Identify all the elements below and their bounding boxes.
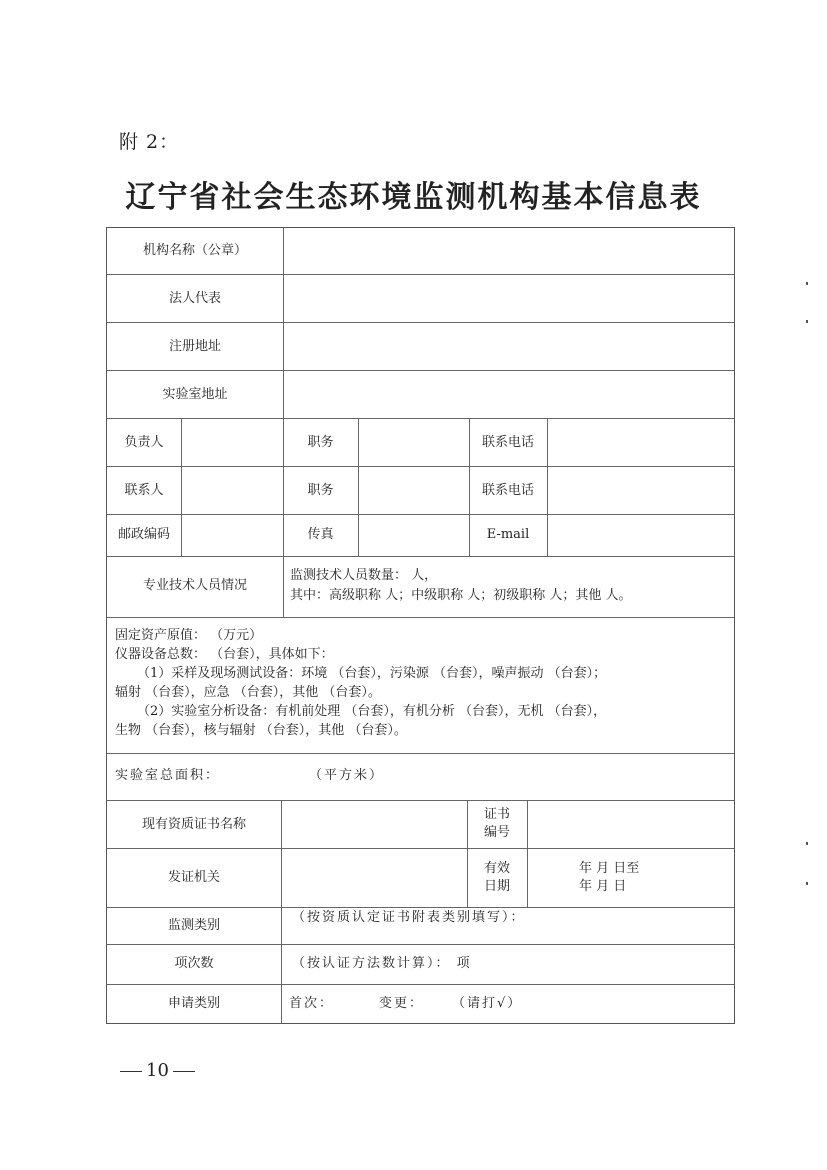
valid-label-1: 有效 — [483, 861, 510, 876]
page-number — [116, 1060, 199, 1081]
valid-date-from: 年 月 日至 — [579, 861, 640, 876]
field-equipment-line-2: 辐射 （台套），应急 （台套），其他 （台套）。 — [115, 685, 381, 700]
lab-area-label: 实验室总面积： — [115, 768, 221, 783]
scan-mark — [806, 320, 808, 323]
scan-mark — [806, 282, 808, 285]
reg-address-label: 注册地址 — [168, 339, 221, 354]
phone-label: 联系电话 — [481, 435, 534, 450]
apply-hint: （请打√） — [452, 996, 523, 1011]
lab-address-label: 实验室地址 — [162, 387, 228, 402]
monitor-category-label: 监测类别 — [167, 918, 220, 933]
lab-equipment-line-2: 生物 （台套），核与辐射 （台套），其他 （台套）。 — [115, 723, 407, 738]
phone-label-2: 联系电话 — [481, 483, 534, 498]
apply-first: 首次： — [289, 996, 335, 1011]
field-equipment-line: （1）采样及现场测试设备：环境 （台套），污染源 （台套），噪声振动 （台套）； — [137, 666, 607, 681]
contact-label: 联系人 — [124, 483, 164, 498]
fax-label: 传真 — [307, 527, 334, 542]
legal-rep-label: 法人代表 — [168, 291, 221, 306]
scan-mark — [806, 882, 808, 885]
equipment-total-line: 仪器设备总数： （台套），具体如下： — [115, 647, 334, 662]
person-in-charge-label: 负责人 — [124, 435, 164, 450]
item-count-hint: （按认证方法数计算）： 项 — [292, 956, 472, 971]
page-dash-right — [173, 1071, 195, 1072]
apply-category-label: 申请类别 — [167, 996, 220, 1011]
tech-staff-count: 监测技术人员数量： 人， — [290, 568, 438, 583]
scan-mark — [806, 842, 808, 845]
attachment-label: 附 2： — [119, 131, 180, 153]
monitor-category-hint: （按资质认定证书附表类别填写）： — [292, 910, 526, 925]
cert-name-label: 现有资质证书名称 — [141, 817, 246, 832]
form-title: 辽宁省社会生态环境监测机构基本信息表 — [125, 180, 702, 215]
page-dash-left — [120, 1071, 142, 1072]
tech-staff-breakdown: 其中：高级职称 人；中级职称 人；初级职称 人；其他 人。 — [290, 588, 632, 603]
fixed-assets-line: 固定资产原值： （万元） — [115, 628, 263, 643]
org-name-label: 机构名称（公章） — [142, 243, 247, 258]
postal-code-label: 邮政编码 — [117, 527, 170, 542]
email-label: E-mail — [486, 527, 530, 542]
valid-date-to: 年 月 日 — [579, 879, 627, 894]
issuer-label: 发证机关 — [167, 870, 220, 885]
item-count-label: 项次数 — [174, 956, 214, 971]
lab-equipment-line: （2）实验室分析设备：有机前处理 （台套），有机分析 （台套），无机 （台套）， — [137, 704, 607, 719]
position-label: 职务 — [307, 435, 334, 450]
apply-change: 变更： — [379, 996, 425, 1011]
lab-area-unit: （平方米） — [309, 768, 385, 783]
cert-no-label-2: 编号 — [483, 825, 510, 840]
page-number-text: 10 — [146, 1060, 169, 1081]
cert-no-label-1: 证书 — [483, 807, 510, 822]
info-form-table — [106, 227, 735, 1024]
position-label-2: 职务 — [307, 483, 334, 498]
tech-staff-label: 专业技术人员情况 — [142, 578, 247, 593]
valid-label-2: 日期 — [483, 879, 510, 894]
